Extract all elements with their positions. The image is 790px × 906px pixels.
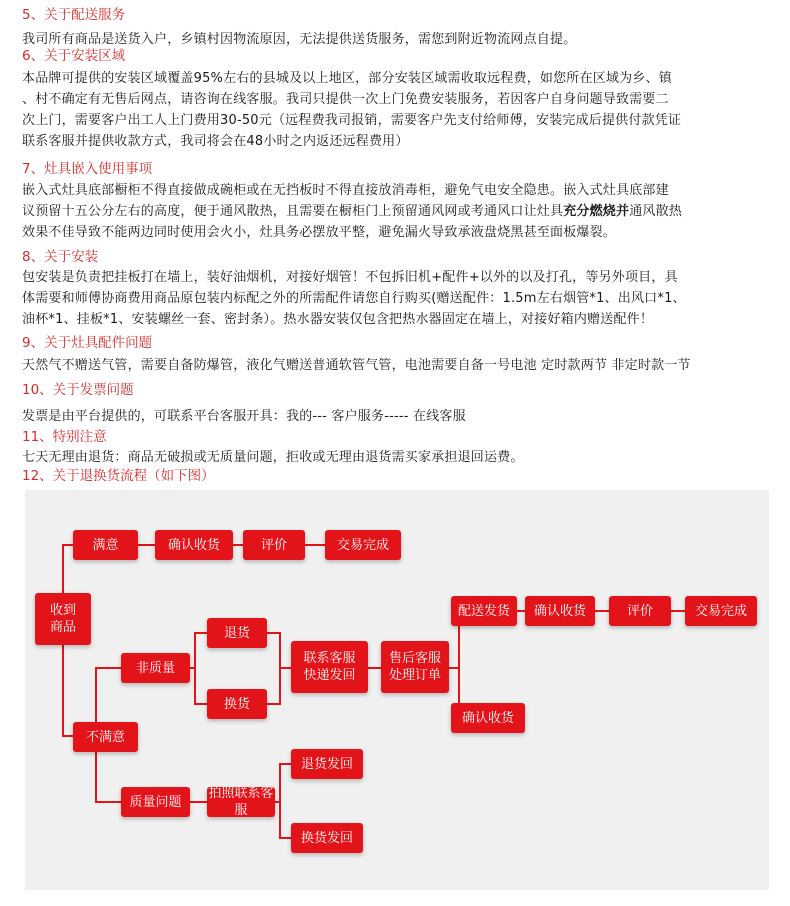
flow-box-review-2 — [609, 596, 671, 626]
section-invoice — [22, 381, 774, 427]
section-body: 发票是由平台提供的，可联系平台客服开具：我的--- 客户服务----- 在线客服 — [22, 409, 466, 424]
section-line: 效果不佳导致不能两边同时使用会火小，灶具务必摆放平整，避免漏火导致承液盘烧黑甚至面板爆裂。 — [22, 225, 617, 240]
box-label: 配送发货 — [457, 603, 510, 619]
section-line: 包安装是负责把挂板打在墙上，装好油烟机，对接好烟管！不包拆旧机+配件+以外的以及打孔，等另外项目，具 — [22, 270, 678, 285]
connector-line — [267, 633, 291, 668]
flow-box-review — [243, 530, 305, 560]
section-special-notice — [22, 428, 774, 468]
section-line: 体需要和师傅协商费用商品原包装内标配之外的所需配件请您自行购买(赠送配件：1.5m左右烟管*1、出风口*1、 — [22, 291, 686, 306]
box-label: 确认收货 — [461, 710, 514, 726]
section-title: 12、关于退换货流程（如下图） — [22, 468, 215, 484]
section-line: 、村不确定有无售后网点，请咨询在线客服。我司只提供一次上门免费安装服务，若因客户自身问题导致需要二 — [22, 92, 669, 107]
section-title: 9、关于灶具配件问题 — [22, 335, 153, 351]
section-body: 我司所有商品是送货入户，乡镇村因物流原因，无法提供送货服务，需您到附近物流网点自提。 — [22, 32, 577, 47]
section-line: 联系客服并提供收款方式，我司将会在48小时之内返还远程费用） — [22, 134, 409, 149]
connector-line — [275, 764, 291, 802]
section-return-flow — [22, 467, 774, 485]
connector-line — [195, 668, 207, 704]
flow-box-exchange — [207, 689, 267, 719]
box-label: 收到 商品 — [49, 603, 76, 635]
text-run: 通风散热 — [629, 204, 683, 219]
flow-box-return-back — [291, 749, 363, 779]
box-label: 评价 — [626, 603, 653, 619]
section-install-area — [22, 47, 774, 152]
box-label: 质量问题 — [129, 794, 182, 810]
section-line: 本品牌可提供的安装区域覆盖95%左右的县城及以上地区，部分安装区域需收取远程费，如您所在区域为乡、镇 — [22, 71, 672, 86]
flow-box-dissatisfied — [73, 722, 138, 752]
box-label: 换货发回 — [300, 830, 353, 846]
section-line: 次上门，需要客户出工人上门费用30-50元（远程费我司报销，需要客户先支付给师傅，安装完成后提供付款凭证 — [22, 113, 682, 128]
section-title: 7、灶具嵌入使用事项 — [22, 161, 153, 177]
connector-line — [63, 645, 73, 736]
flow-box-deal-complete-2 — [685, 596, 757, 626]
box-label: 确认收货 — [167, 537, 220, 553]
box-label: 非质量 — [135, 660, 175, 676]
connector-line — [267, 668, 280, 704]
box-label: 评价 — [260, 537, 287, 553]
box-label: 交易完成 — [694, 603, 747, 619]
section-line: 嵌入式灶具底部橱柜不得直接做成碗柜或在无挡板时不得直接放消毒柜，避免气电安全隐患。嵌入式灶具底部建 — [22, 183, 669, 198]
section-stove-usage — [22, 160, 774, 243]
section-line — [22, 201, 774, 222]
box-label: 退货 — [223, 625, 250, 641]
connector-line — [63, 545, 73, 593]
section-title: 6、关于安装区域 — [22, 48, 126, 64]
connector-line — [96, 668, 121, 722]
flow-box-confirm-receipt — [155, 530, 233, 560]
flow-box-aftersale — [381, 641, 449, 693]
box-label: 确认收货 — [533, 603, 586, 619]
section-body: 天然气不赠送气管，需要自备防爆管，液化气赠送普通软管气管，电池需要自备一号电池 定时款两节 非定时款一节 — [22, 358, 691, 373]
flow-box-contact-cs — [291, 641, 368, 693]
flow-box-photo-contact-cs — [207, 787, 275, 817]
connector-line — [96, 750, 121, 802]
box-label: 退货发回 — [300, 756, 353, 772]
box-label: 换货 — [223, 696, 250, 712]
flow-box-non-quality — [121, 653, 190, 683]
flow-box-deal-complete — [325, 530, 401, 560]
box-label: 拍照联系客服 — [208, 786, 274, 818]
section-line: 油杯*1、挂板*1、安装螺丝一套、密封条）。热水器安装仅包含把热水器固定在墙上，对接好箱内赠送配件！ — [22, 312, 654, 327]
flow-box-exchange-back — [291, 823, 363, 853]
flow-box-ship — [451, 596, 517, 626]
section-stove-parts — [22, 334, 774, 376]
section-body: 七天无理由退货：商品无破损或无质量问题，拒收或无理由退货需买家承担退回运费。 — [22, 450, 524, 465]
section-title: 11、特别注意 — [22, 429, 107, 445]
flow-box-return — [207, 618, 267, 648]
section-installation — [22, 248, 774, 330]
flow-box-satisfied — [73, 530, 138, 560]
box-label: 售后客服 处理订单 — [388, 651, 441, 683]
box-label: 不满意 — [85, 729, 125, 745]
connector-line — [280, 802, 291, 838]
flow-box-received — [35, 593, 91, 645]
section-title: 10、关于发票问题 — [22, 382, 134, 398]
flowchart — [25, 490, 769, 890]
section-title: 8、关于安装 — [22, 249, 99, 265]
flow-box-confirm-receipt-3 — [451, 703, 525, 733]
box-label: 交易完成 — [336, 537, 389, 553]
box-label: 联系客服 快递发回 — [303, 651, 356, 683]
connector-line — [190, 633, 207, 668]
text-run: 议预留十五公分左右的高度，便于通风散热，且需要在橱柜门上预留通风网或考通风口让灶具 — [22, 204, 564, 219]
section-delivery — [22, 6, 774, 50]
section-title: 5、关于配送服务 — [22, 7, 126, 23]
box-label: 满意 — [92, 537, 119, 553]
flow-box-confirm-receipt-2 — [525, 596, 595, 626]
flow-box-quality-issue — [121, 787, 190, 817]
bold-text: 充分燃烧并 — [563, 204, 630, 219]
